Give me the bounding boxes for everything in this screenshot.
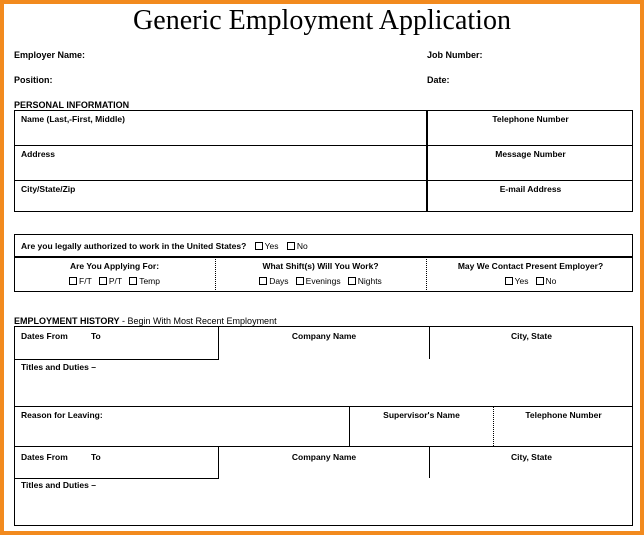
checkbox-icon[interactable]: [255, 242, 263, 250]
message-number-field-label[interactable]: Message Number: [495, 149, 566, 159]
dates-from-label-2[interactable]: Dates From: [21, 452, 68, 462]
checkbox-icon[interactable]: [505, 277, 513, 285]
company-name-label-1[interactable]: Company Name: [291, 331, 357, 341]
position-label: Position:: [14, 75, 53, 85]
contact-employer-options: [428, 276, 633, 286]
to-label-2[interactable]: To: [91, 452, 101, 462]
checkbox-icon[interactable]: [287, 242, 295, 250]
shifts-label: What Shift(s) Will You Work?: [262, 261, 379, 271]
authorization-question: Are you legally authorized to work in the United States? Yes No: [21, 241, 308, 251]
evenings-option[interactable]: Evenings: [296, 276, 341, 286]
city-state-label-1[interactable]: City, State: [511, 331, 552, 341]
titles-duties-label-1[interactable]: Titles and Duties –: [21, 362, 96, 372]
supervisor-name-label[interactable]: Supervisor's Name: [383, 410, 460, 420]
city-state-zip-field-label[interactable]: City/State/Zip: [21, 184, 76, 194]
column-divider: [426, 257, 427, 292]
pt-option[interactable]: P/T: [99, 276, 122, 286]
company-name-label-2[interactable]: Company Name: [291, 452, 357, 462]
name-field-label[interactable]: Name (Last,-First, Middle): [21, 114, 125, 124]
column-divider: [429, 446, 430, 478]
row-divider: [14, 406, 633, 407]
checkbox-icon[interactable]: [69, 277, 77, 285]
personal-info-table: [14, 110, 633, 212]
address-field-label[interactable]: Address: [21, 149, 56, 159]
checkbox-icon[interactable]: [348, 277, 356, 285]
city-state-label-2[interactable]: City, State: [511, 452, 552, 462]
job-number-label: Job Number:: [427, 50, 483, 60]
contact-yes-option[interactable]: Yes: [505, 276, 529, 286]
personal-info-heading: PERSONAL INFORMATION: [14, 100, 130, 110]
date-label: Date:: [427, 75, 450, 85]
employment-history-heading: EMPLOYMENT HISTORY - Begin With Most Recent Employment: [14, 316, 277, 326]
row-divider: [14, 446, 633, 447]
form-title: Generic Employment Application: [133, 5, 511, 36]
authorized-yes-option[interactable]: Yes: [255, 241, 279, 251]
row-divider: [14, 180, 633, 181]
checkbox-icon[interactable]: [259, 277, 267, 285]
checkbox-icon[interactable]: [99, 277, 107, 285]
nights-option[interactable]: Nights: [348, 276, 382, 286]
to-label-1[interactable]: To: [91, 331, 101, 341]
reason-for-leaving-label[interactable]: Reason for Leaving:: [21, 410, 103, 420]
contact-no-option[interactable]: No: [536, 276, 557, 286]
temp-option[interactable]: Temp: [129, 276, 160, 286]
row-divider: [14, 478, 219, 479]
shift-options: [215, 276, 426, 286]
checkbox-icon[interactable]: [296, 277, 304, 285]
column-divider: [426, 110, 428, 212]
employer-name-label: Employer Name:: [14, 50, 86, 60]
row-divider: [14, 145, 633, 146]
authorized-no-option[interactable]: No: [287, 241, 308, 251]
applying-for-options: [14, 276, 215, 286]
checkbox-icon[interactable]: [129, 277, 137, 285]
supervisor-telephone-label[interactable]: Telephone Number: [525, 410, 602, 420]
checkbox-icon[interactable]: [536, 277, 544, 285]
days-option[interactable]: Days: [259, 276, 288, 286]
row-divider: [14, 359, 219, 360]
email-field-label[interactable]: E-mail Address: [499, 184, 562, 194]
titles-duties-label-2[interactable]: Titles and Duties –: [21, 480, 96, 490]
contact-employer-label: May We Contact Present Employer?: [457, 261, 604, 271]
employment-history-table: [14, 326, 633, 526]
applying-for-label: Are You Applying For:: [69, 261, 160, 271]
dates-from-label-1[interactable]: Dates From: [21, 331, 68, 341]
column-divider: [218, 446, 219, 478]
telephone-field-label[interactable]: Telephone Number: [492, 114, 569, 124]
ft-option[interactable]: F/T: [69, 276, 92, 286]
